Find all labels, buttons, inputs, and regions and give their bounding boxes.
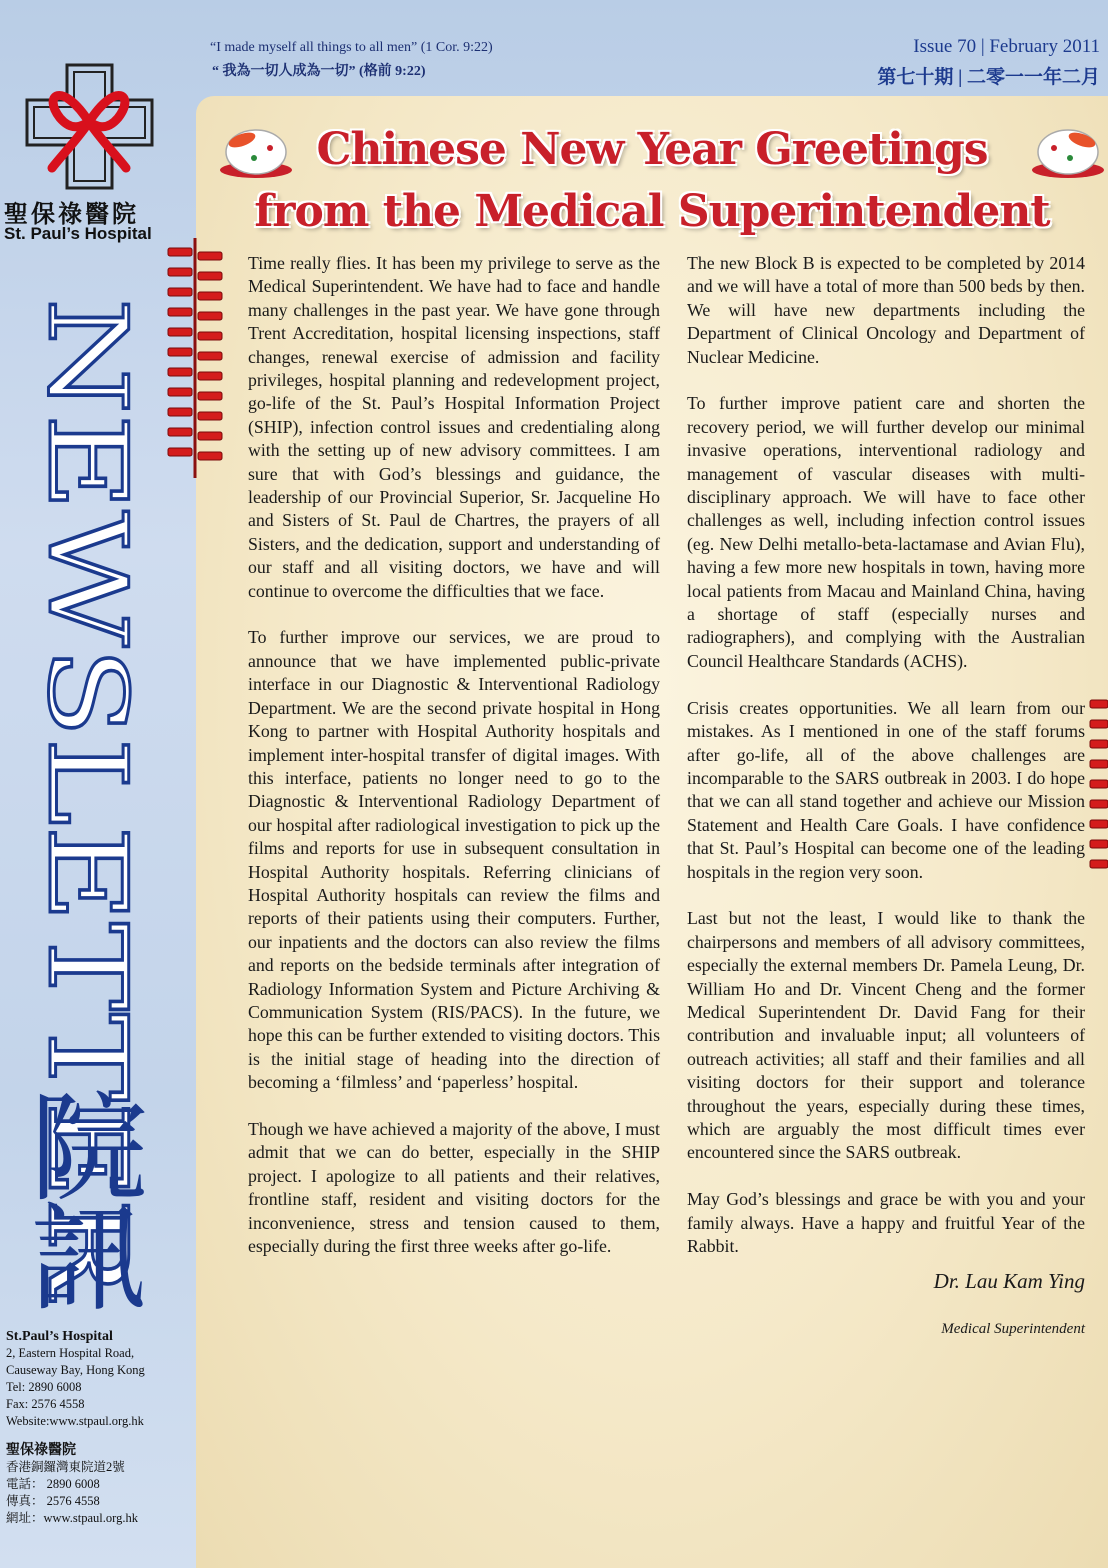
newsletter-zh-char-2: 訊 xyxy=(30,1190,149,1328)
article-title-line-2: from the Medical Superintendent xyxy=(254,186,1050,237)
paragraph: To further improve our services, we are proud to announce that we have implemented public-private interface in our Diagnostic & Interventional Radiology Department. We are the second private hospital in Hong Kong to partner with Hospital Authority hospitals and implement inter-hospital transfer of digital images. With this interface, patients no longer need to go to the Diagnostic & Interventional Radiology Department of our hospital after radiological investigation to pick up the films and reports for use in subsequent consultation in Hospital Authority hospitals. Referring clinicians of Hospital Authority hospitals can review the films and reports of their patients using their computers. Further, our inpatients and the doctors can also review the films and reports on the bedside terminals after integration of Radiology Information System and Picture Archiving & Communication System (RIS/PACS). In the future, we hope this can be further extended to visiting doctors. This is the initial stage of heading into the direction of becoming a ‘filmless’ and ‘paperless’ hospital. xyxy=(248,627,660,1093)
contact-zh-title: 聖保祿醫院 xyxy=(6,1443,76,1458)
paragraph: May God’s blessings and grace be with you and your family always. Have a happy and fruitful Year of the Rabbit. xyxy=(687,1189,1085,1256)
contact-title: St.Paul’s Hospital xyxy=(6,1329,113,1344)
contact-tel: Tel: 2890 6008 xyxy=(6,1380,82,1394)
paragraph: Time really flies. It has been my privilege to serve as the Medical Superintendent. We have had to face and handle many challenges in the past year. We have gone through Trent Accreditation, hospital licensing inspections, staff changes, renewal exercise of admission and facility privileges, hospital planning and redevelopment project, go-life of the St. Paul’s Hospital Information Project (SHIP), infection control issues and credentialing along with the setting up of new advisory committees. I am sure that with God’s blessings and guidance, the leadership of our Provincial Superior, Sr. Jacqueline Ho and Sisters of St. Paul de Chartres, the prayers of all Sisters, and the dedication, support and understanding of our staff and all visiting doctors, we have and will continue to overcome the difficulties that we face. xyxy=(248,253,660,601)
signature-title: Medical Superintendent xyxy=(941,1320,1085,1337)
bible-quote-en: “I made myself all things to all men” (1 Cor. 9:22) xyxy=(210,40,493,55)
newsletter-zh-char-1: 院 xyxy=(30,1080,149,1218)
firecracker-icon xyxy=(160,238,230,478)
contact-address-1: 2, Eastern Hospital Road, xyxy=(6,1346,135,1360)
contact-address-2: Causeway Bay, Hong Kong xyxy=(6,1363,145,1377)
firecracker-icon xyxy=(1088,690,1108,890)
bible-quote-zh: “ 我為一切人成為一切” (格前 9:22) xyxy=(212,64,426,79)
contact-zh-address: 香港銅鑼灣東院道2號 xyxy=(6,1460,125,1474)
paragraph: To further improve patient care and shorten the recovery period, we will further develop our minimal invasive operations, interventional radiology and management of vascular diseases with multi-disciplinary approach. We will have to face other challenges as well, including infection control issues (eg. New Delhi metallo-beta-lactamase and Avian Flu), having a few more new hospitals in town, having more local patients from Macau and Mainland China, having a shortage of staff (especially nurses and radiographers), and complying with the Australian Council Healthcare Standards (ACHS). xyxy=(687,393,1085,671)
hospital-name-zh: 聖保祿醫院 xyxy=(4,202,139,228)
issue-info-en: Issue 70 | February 2011 xyxy=(913,36,1100,57)
paragraph: Last but not the least, I would like to thank the chairpersons and members of all advisory committees, especially the external members Dr. Pamela Leung, Dr. William Ho and Dr. Vincent Cheng and the former Medical Superintendent Dr. David Fang for their contribution and invaluable input; all volunteers of outreach activities; all staff and their families and all visiting doctors for their support and tolerance throughout the years, especially during these times, which are arguably the most difficult times ever encountered since the SARS outbreak. xyxy=(687,908,1085,1163)
contact-info-en xyxy=(6,1328,196,1430)
contact-zh-tel: 電話： 2890 6008 xyxy=(6,1477,100,1491)
hospital-name-en: St. Paul’s Hospital xyxy=(4,224,152,243)
article-title-line-1: Chinese New Year Greetings xyxy=(316,124,988,175)
paragraph: Though we have achieved a majority of the above, I must admit that we can do better, especially in the SHIP project. I apologize to all patients and their relatives, frontline staff, resident and visiting doctors for the inconvenience, stress and tension caused to them, especially during the first three weeks after go-life. xyxy=(248,1119,660,1257)
contact-info-zh xyxy=(6,1442,196,1527)
article-column-right xyxy=(687,252,1085,1365)
svg-text:NEWSLETTER: NEWSLETTER xyxy=(32,298,149,1114)
sidebar xyxy=(0,0,198,1568)
paragraph: Crisis creates opportunities. We all learn from our mistakes. As I mentioned in one of the staff forums after go-life, all of the above challenges are incomparable to the SARS outbreak in 2003. I do hope that we can all stand together and achieve our Mission Statement and Health Care Goals. I have confidence that St. Paul’s Hospital can become one of the leading hospitals in the region very soon. xyxy=(687,697,1085,882)
hospital-logo xyxy=(22,60,157,192)
contact-website[interactable]: Website:www.stpaul.org.hk xyxy=(6,1414,144,1428)
contact-fax: Fax: 2576 4558 xyxy=(6,1397,85,1411)
contact-zh-website[interactable]: 網址：www.stpaul.org.hk xyxy=(6,1511,138,1525)
issue-info-zh: 第七十期 | 二零一一年二月 xyxy=(877,67,1100,88)
contact-zh-fax: 傳真： 2576 4558 xyxy=(6,1494,100,1508)
signature-name: Dr. Lau Kam Ying xyxy=(933,1269,1085,1294)
article-column-left xyxy=(248,252,660,1282)
paragraph: The new Block B is expected to be completed by 2014 and we will have a total of more than 500 beds by then. We will have new departments including the Department of Clinical Oncology and Department of Nuclear Medicine. xyxy=(687,253,1085,367)
